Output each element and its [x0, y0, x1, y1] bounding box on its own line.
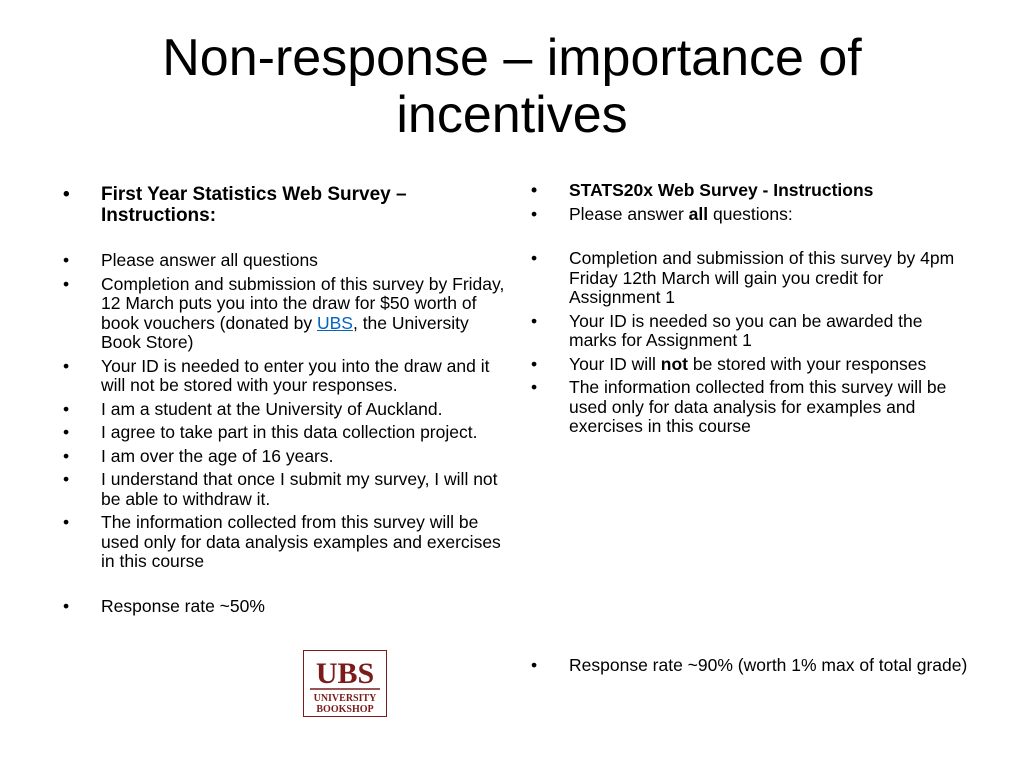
right-answer-bold: all	[688, 203, 709, 224]
ubs-logo-bookshop: BOOKSHOP	[316, 704, 374, 715]
left-bullet-id	[60, 357, 505, 396]
right-bullet-heading	[528, 181, 973, 201]
left-completion-text: Completion and submission of this survey by Friday, 12 March puts you into the draw for $50 worth of book vouchers (donated by	[101, 273, 505, 333]
left-info-text: The information collected from this survey will be used only for data analysis examples and exercises in this course	[101, 512, 501, 571]
left-bullet-info	[60, 513, 505, 572]
left-heading-text: First Year Statistics Web Survey – Instructions:	[101, 184, 407, 226]
left-bullet-response-rate	[60, 597, 505, 617]
right-bullet-completion	[528, 249, 973, 308]
right-answer-post: questions:	[708, 203, 793, 224]
left-bullet-student	[60, 400, 505, 420]
ubs-logo-title: UBS	[315, 657, 375, 690]
left-withdraw-text: I understand that once I submit my survey, I will not be able to withdraw it.	[101, 469, 498, 509]
right-heading-text: STATS20x Web Survey - Instructions	[569, 180, 874, 200]
left-bullet-age	[60, 447, 505, 467]
left-answer-all-text: Please answer all questions	[101, 250, 318, 270]
left-bullet-completion	[60, 275, 505, 353]
slide-title: Non-response – importance of incentives	[162, 29, 862, 144]
right-bullet-info	[528, 378, 973, 437]
left-id-text: Your ID is needed to enter you into the draw and it will not be stored with your responses.	[101, 355, 490, 395]
right-id-text: Your ID is needed so you can be awarded the marks for Assignment 1	[569, 310, 923, 350]
right-bullet-not-stored	[528, 355, 973, 375]
right-not-stored-pre: Your ID will	[569, 353, 661, 374]
left-bullet-answer-all	[60, 251, 505, 271]
left-bullet-withdraw	[60, 470, 505, 509]
right-column-list	[528, 181, 973, 441]
left-bullet-heading	[60, 184, 505, 226]
right-bullet-answer-all	[528, 205, 973, 225]
left-bullet-agree	[60, 423, 505, 443]
left-column-list	[60, 184, 505, 620]
left-age-text: I am over the age of 16 years.	[101, 445, 334, 466]
right-completion-text: Completion and submission of this survey by 4pm Friday 12th March will gain you credit for Assignment 1	[569, 248, 955, 307]
right-not-stored-bold: not	[660, 353, 688, 374]
right-info-text: The information collected from this survey will be used only for data analysis for examples and exercises in this course	[569, 377, 947, 436]
left-response-rate-text: Response rate ~50%	[101, 595, 265, 616]
right-not-stored-post: be stored with your responses	[687, 353, 927, 374]
right-bottom-list	[528, 656, 973, 680]
left-completion-tail: , the University Book Store)	[101, 312, 469, 352]
ubs-logo	[303, 650, 387, 717]
ubs-link[interactable]: UBS	[316, 312, 353, 333]
ubs-logo-university: UNIVERSITY	[313, 693, 377, 704]
right-answer-pre: Please answer	[569, 203, 689, 224]
right-bullet-id	[528, 312, 973, 351]
right-bullet-response-rate	[528, 656, 973, 676]
left-student-text: I am a student at the University of Auckland.	[101, 398, 443, 419]
right-response-rate-text: Response rate ~90% (worth 1% max of total grade)	[569, 655, 968, 675]
left-agree-text: I agree to take part in this data collection project.	[101, 422, 478, 442]
